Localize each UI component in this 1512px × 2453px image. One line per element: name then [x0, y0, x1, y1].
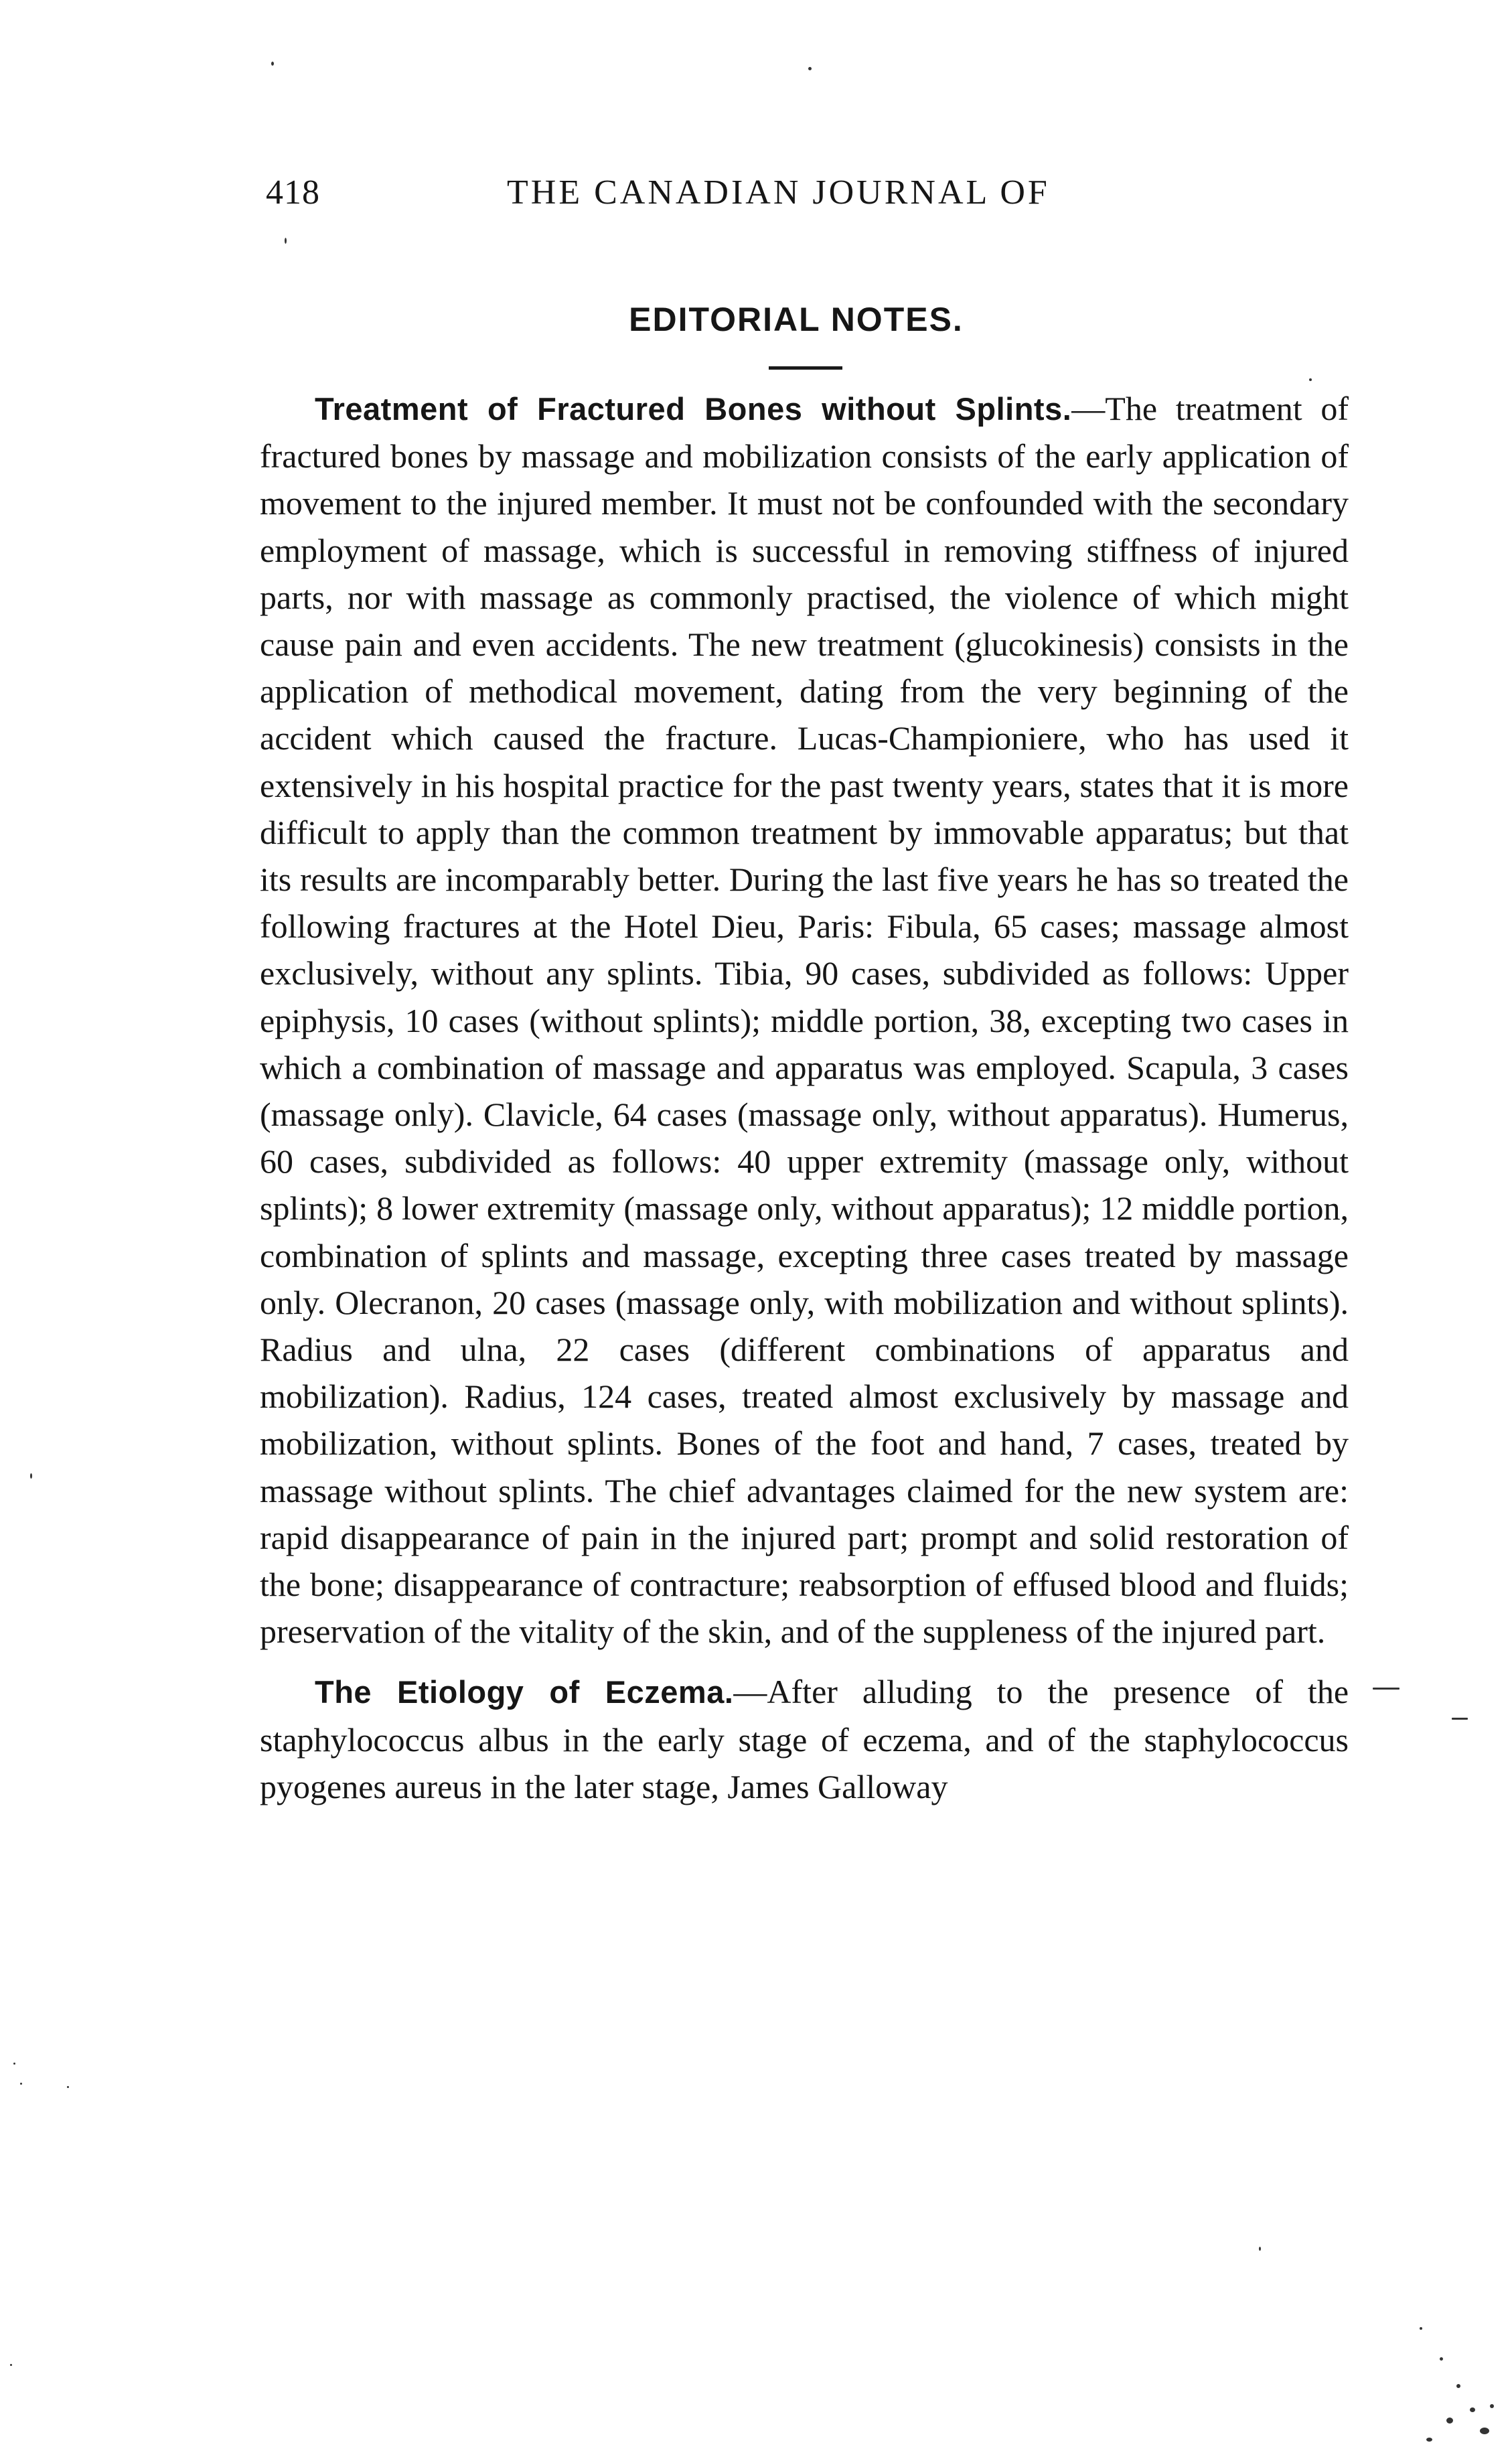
scan-speck — [1373, 1688, 1400, 1690]
journal-title: THE CANADIAN JOURNAL OF — [507, 173, 1050, 212]
scan-speck — [1259, 2247, 1261, 2251]
running-head — [266, 173, 1351, 220]
scan-speck — [30, 1473, 32, 1479]
scan-speck — [1452, 1718, 1468, 1720]
heading-rule — [769, 366, 842, 370]
scan-speck — [10, 2364, 12, 2366]
scan-speck — [1420, 2327, 1422, 2330]
scan-speck — [808, 67, 812, 70]
article-eczema — [260, 1668, 1349, 1810]
title-dash: — — [733, 1673, 767, 1711]
article-title: Treatment of Fractured Bones without Splints. — [315, 391, 1072, 427]
scan-speck — [13, 2063, 15, 2065]
editorial-body — [260, 385, 1349, 1810]
scan-speck — [20, 2083, 22, 2085]
scan-speck — [1440, 2357, 1443, 2361]
scan-speck — [67, 2086, 69, 2088]
scan-speck — [1490, 2404, 1494, 2408]
scan-speck — [1480, 2428, 1489, 2434]
scan-speck — [1470, 2407, 1475, 2412]
scan-speck — [1456, 2384, 1460, 2388]
scan-speck — [285, 238, 287, 244]
scan-speck — [1309, 378, 1312, 381]
article-fractured-bones — [260, 385, 1349, 1655]
article-body: After alluding to the presence of the staphylococcus albus in the early stage of eczema, and of the staphylococcus pyogenes aureus in the later stage, James Galloway — [260, 1673, 1349, 1805]
article-body: The treatment of fractured bones by massage and mobilization consists of the early application of movement to the injured member. It must not be confounded with the secondary employment of massage, which is successful in removing stiffness of injured parts, nor with massage as commonly practised, the violence of which might cause pain and even accidents. The new treatment (glucokinesis) consists in the application of methodical movement, dating from the very beginning of the accident which caused the fracture. Lucas-Championiere, who has used it extensively in his hospital practice for the past twenty years, states that it is more difficult to apply than the common treatment by immovable apparatus; but that its results are incomparably better. During the last five years he has so treated the following fractures at the Hotel Dieu, Paris: Fibula, 65 cases; massage almost exclusively, without any splints. Tibia, 90 cases, subdivided as follows: Upper epiphysis, 10 cases (without splints); middle portion, 38, excepting two cases in which a combination of massage and apparatus was employed. Scapula, 3 cases (massage only). Clavicle, 64 cases (massage only, without apparatus). Humerus, 60 cases, subdivided as follows: 40 upper extremity (massage only, without splints); 8 lower extremity (massage only, without apparatus); 12 middle portion, combination of splints and massage, excepting three cases treated by massage only. Olecranon, 20 cases (massage only, with mobilization and without splints). Radius and ulna, 22 cases (different combinations of apparatus and mobilization). Radius, 124 cases, treated almost exclusively by massage and mobilization, without splints. Bones of the foot and hand, 7 cases, treated by massage without splints. The chief advantages claimed for the new system are: rapid disappearance of pain in the injured part; prompt and solid restoration of the bone; disappearance of contracture; reabsorption of effused blood and fluids; preservation of the vitality of the skin, and of the suppleness of the injured part. — [260, 390, 1349, 1651]
section-heading: EDITORIAL NOTES. — [629, 301, 964, 338]
scan-speck — [271, 62, 274, 66]
scan-speck — [1446, 2418, 1453, 2424]
title-dash: — — [1071, 390, 1106, 427]
scan-speck — [1426, 2438, 1432, 2442]
page-number: 418 — [266, 173, 320, 212]
article-title: The Etiology of Eczema. — [315, 1674, 734, 1710]
